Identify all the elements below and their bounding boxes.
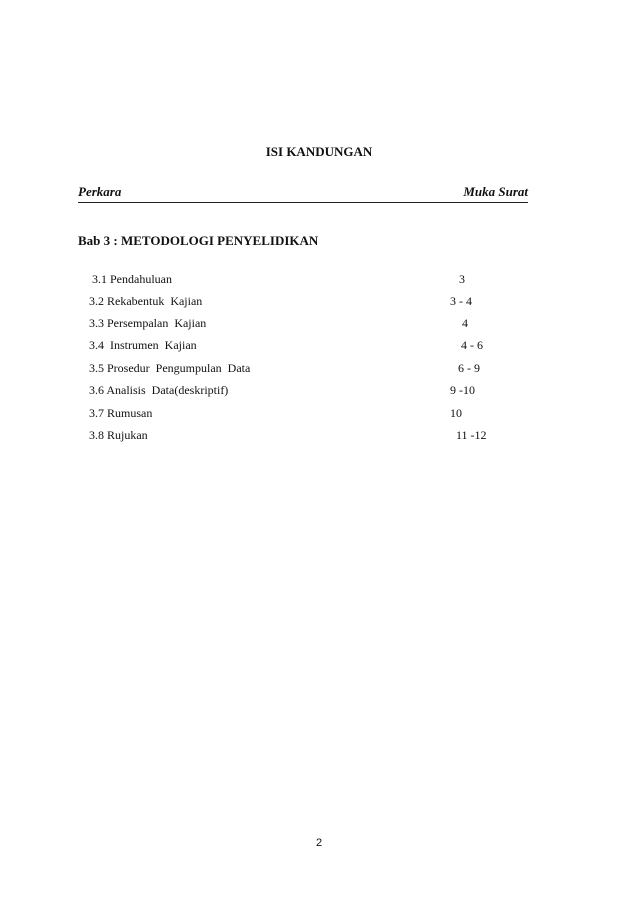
toc-entry <box>0 272 638 288</box>
toc-entry-label: 3.6 Analisis Data(deskriptif) <box>89 383 229 397</box>
toc-entry-page: 4 <box>462 316 468 330</box>
toc-entry-label: 3.5 Prosedur Pengumpulan Data <box>89 361 251 375</box>
toc-entry-page: 11 -12 <box>456 428 487 442</box>
toc-entry-label: 3.7 Rumusan <box>89 406 153 420</box>
toc-entry <box>0 361 638 377</box>
toc-entry <box>0 316 638 332</box>
toc-entry-page: 6 - 9 <box>458 361 480 375</box>
toc-header-row <box>78 184 528 203</box>
chapter-heading: Bab 3 : METODOLOGI PENYELIDIKAN <box>78 233 319 248</box>
toc-entry-page: 10 <box>450 406 462 420</box>
toc-entry <box>0 294 638 310</box>
toc-entry-label: 3.4 Instrumen Kajian <box>89 338 197 352</box>
toc-entry-label: 3.3 Persempalan Kajian <box>89 316 207 330</box>
toc-entry-page: 9 -10 <box>450 383 475 397</box>
toc-entry <box>0 428 638 444</box>
toc-entry <box>0 406 638 422</box>
toc-entry-label: 3.2 Rekabentuk Kajian <box>89 294 203 308</box>
toc-entry-page: 3 <box>459 272 465 286</box>
toc-entry-page: 4 - 6 <box>461 338 483 352</box>
toc-header-page: Muka Surat <box>463 184 528 199</box>
toc-header-topic: Perkara <box>78 184 122 199</box>
toc-entry-label: 3.1 Pendahuluan <box>92 272 172 286</box>
toc-entry-label: 3.8 Rujukan <box>89 428 148 442</box>
page-title: ISI KANDUNGAN <box>265 144 373 159</box>
toc-entry-page: 3 - 4 <box>450 294 472 308</box>
toc-entry <box>0 383 638 399</box>
page-number: 2 <box>315 837 323 849</box>
toc-entry <box>0 338 638 354</box>
